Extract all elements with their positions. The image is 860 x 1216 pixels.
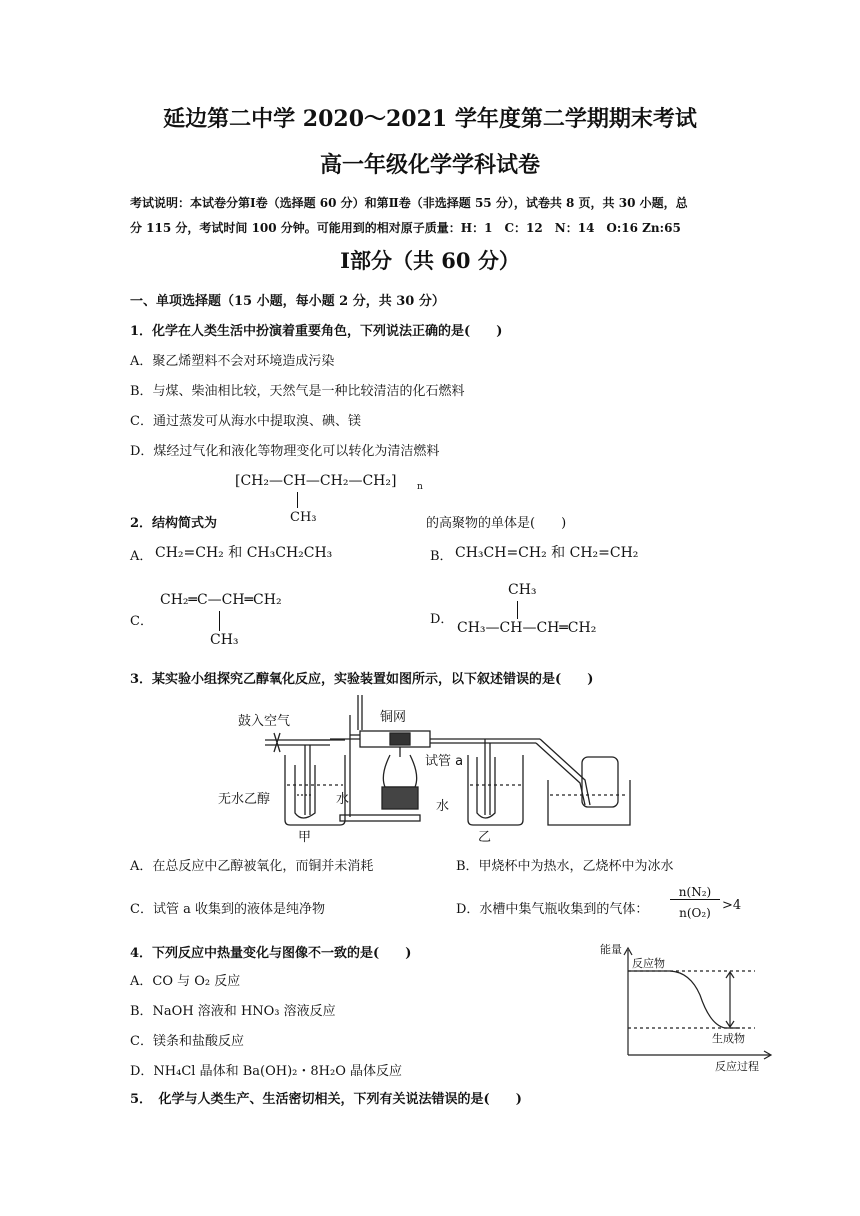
q2-stem-post: 的高聚物的单体是( ) (426, 516, 567, 531)
q2-polymer-main: [CH₂—CH—CH₂—CH₂] (235, 473, 397, 489)
q2-polymer-branch: CH₃ (290, 510, 317, 525)
exam-subtitle: 高一年级化学学科试卷 (319, 152, 540, 178)
fig-label-water1: 水 (336, 792, 350, 807)
q2-option-c-bond (219, 611, 220, 631)
fig-label-jia: 甲 (298, 830, 312, 845)
q3-option-d-post: >4 (722, 898, 742, 913)
exam-title: 延边第二中学 2020～2021 学年度第二学期期末考试 (163, 106, 697, 132)
q2-option-b: CH₃CH=CH₂ 和 CH₂=CH₂ (455, 545, 639, 561)
q2-option-d-top: CH₃ (508, 582, 537, 598)
q2-c-label: C． (130, 614, 153, 629)
fig-label-copper: 铜网 (380, 710, 407, 725)
q2-b-label: B． (430, 549, 453, 564)
fig-label-ethanol: 无水乙醇 (218, 792, 271, 807)
q3-option-d-denominator: n(O₂) (679, 906, 711, 920)
q3-option-c: C．试管 a 收集到的液体是纯净物 (130, 902, 325, 917)
section-title: 一、单项选择题（15 小题，每小题 2 分，共 30 分） (130, 294, 445, 309)
exam-note-line1: 考试说明：本试卷分第Ⅰ卷（选择题 60 分）和第Ⅱ卷（非选择题 55 分），试卷共 8 页，共 30 小题，总 (130, 196, 688, 210)
q2-option-c-branch: CH₃ (210, 632, 239, 648)
q4-option-a: A．CO 与 O₂ 反应 (130, 974, 241, 989)
graph-product-label: 生成物 (712, 1032, 745, 1045)
q4-option-d: D．NH₄Cl 晶体和 Ba(OH)₂・8H₂O 晶体反应 (130, 1064, 402, 1079)
q3-option-a: A．在总反应中乙醇被氧化，而铜并未消耗 (130, 859, 374, 874)
q4-option-b: B．NaOH 溶液和 HNO₃ 溶液反应 (130, 1004, 336, 1019)
q1-option-b: B．与煤、柴油相比较，天然气是一种比较清洁的化石燃料 (130, 384, 465, 399)
q4-energy-graph (590, 940, 780, 1075)
part-title: Ⅰ部分（共 60 分） (340, 248, 520, 273)
q2-option-d-bond (517, 601, 518, 619)
fig-label-water2: 水 (436, 799, 450, 814)
q4-stem: 4．下列反应中热量变化与图像不一致的是( ) (130, 946, 412, 961)
exam-note-line2: 分 115 分，考试时间 100 分钟。可能用到的相对原子质量：H：1 C：12 N：14 O:16 Zn:65 (130, 221, 681, 235)
q3-apparatus-figure (210, 695, 650, 850)
q1-option-c: C．通过蒸发可从海水中提取溴、碘、镁 (130, 414, 361, 429)
q2-option-a: CH₂=CH₂ 和 CH₃CH₂CH₃ (155, 545, 333, 561)
fig-label-yi: 乙 (478, 830, 492, 845)
q2-polymer-bond (297, 492, 298, 508)
q2-a-label: A． (130, 549, 153, 564)
q2-d-label: D． (430, 612, 454, 627)
graph-y-label: 能量 (600, 943, 622, 956)
q1-option-d: D．煤经过气化和液化等物理变化可以转化为清洁燃料 (130, 444, 440, 459)
fig-label-tube: 试管 a (425, 754, 464, 769)
q2-stem-pre: 2．结构简式为 (130, 516, 218, 531)
q3-option-d-numerator: n(N₂) (670, 885, 720, 900)
q2-polymer-n: n (417, 482, 423, 492)
q4-option-c: C．镁条和盐酸反应 (130, 1034, 244, 1049)
fig-label-air: 鼓入空气 (238, 714, 291, 729)
q2-option-d-main: CH₃—CH—CH═CH₂ (457, 620, 597, 636)
q2-option-c-main: CH₂═C—CH═CH₂ (160, 592, 282, 608)
q3-stem: 3．某实验小组探究乙醇氧化反应，实验装置如图所示，以下叙述错误的是( ) (130, 672, 594, 687)
graph-reactant-label: 反应物 (632, 957, 665, 970)
q3-option-b: B．甲烧杯中为热水，乙烧杯中为冰水 (456, 859, 674, 874)
q5-stem: 5． 化学与人类生产、生活密切相关，下列有关说法错误的是( ) (130, 1092, 522, 1107)
q1-option-a: A．聚乙烯塑料不会对环境造成污染 (130, 354, 335, 369)
q1-stem: 1．化学在人类生活中扮演着重要角色，下列说法正确的是( ) (130, 324, 503, 339)
q3-option-d-pre: D．水槽中集气瓶收集到的气体： (456, 902, 649, 917)
graph-x-label: 反应过程 (715, 1060, 759, 1073)
